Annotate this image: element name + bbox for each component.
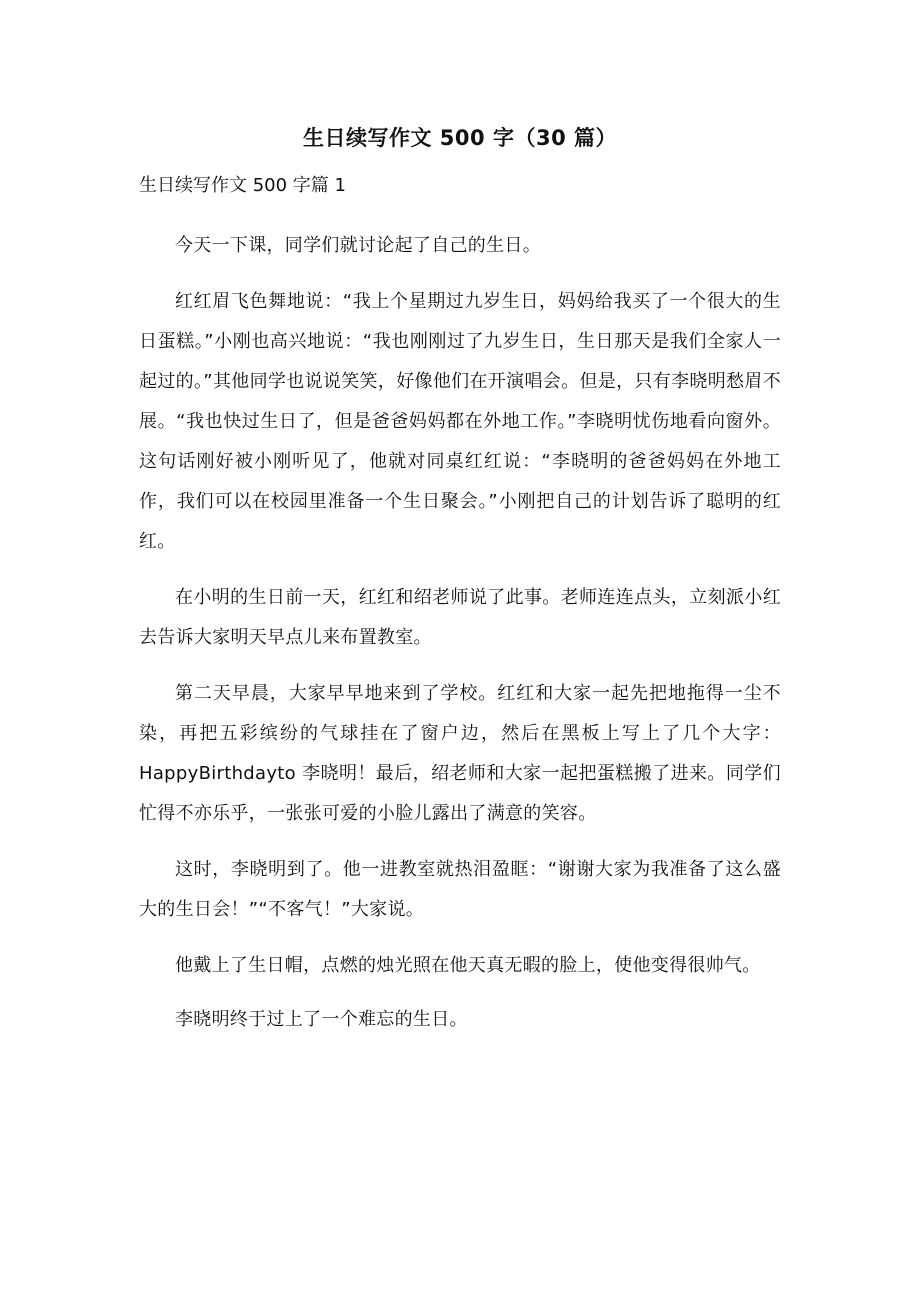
section-title: 生日续写作文 500 字篇 1 (139, 175, 346, 196)
paragraph-7: 李晓明终于过上了一个难忘的生日。 (175, 1009, 468, 1030)
paragraph-5: 这时，李晓明到了。他一进教室就热泪盈眶：“谢谢大家为我准备了这么盛大的生日会！”“不客气！”大家说。 (139, 859, 781, 920)
essay-body (139, 226, 781, 1040)
paragraph-2: 红红眉飞色舞地说：“我上个星期过九岁生日，妈妈给我买了一个很大的生日蛋糕。”小刚也高兴地说：“我也刚刚过了九岁生日，生日那天是我们全家人一起过的。”其他同学也说说笑笑，好像他们在开演唱会。但是，只有李晓明愁眉不展。“我也快过生日了，但是爸爸妈妈都在外地工作。”李晓明忧伤地看向窗外。这句话刚好被小刚听见了，他就对同桌红红说：“李晓明的爸爸妈妈在外地工作，我们可以在校园里准备一个生日聚会。”小刚把自己的计划告诉了聪明的红红。 (139, 291, 781, 552)
paragraph-3: 在小明的生日前一天，红红和绍老师说了此事。老师连连点头，立刻派小红去告诉大家明天早点儿来布置教室。 (139, 587, 781, 648)
paragraph-6: 他戴上了生日帽，点燃的烛光照在他天真无暇的脸上，使他变得很帅气。 (175, 955, 761, 976)
paragraph-1: 今天一下课，同学们就讨论起了自己的生日。 (175, 235, 541, 256)
document-title: 生日续写作文 500 字（30 篇） (303, 126, 617, 150)
paragraph-4: 第二天早晨，大家早早地来到了学校。红红和大家一起先把地拖得一尘不染，再把五彩缤纷的气球挂在了窗户边，然后在黑板上写上了几个大字：HappyBirthdayto 李晓明！最后，绍老师和大家一起把蛋糕搬了进来。同学们忙得不亦乐乎，一张张可爱的小脸儿露出了满意的笑容。 (139, 683, 781, 824)
